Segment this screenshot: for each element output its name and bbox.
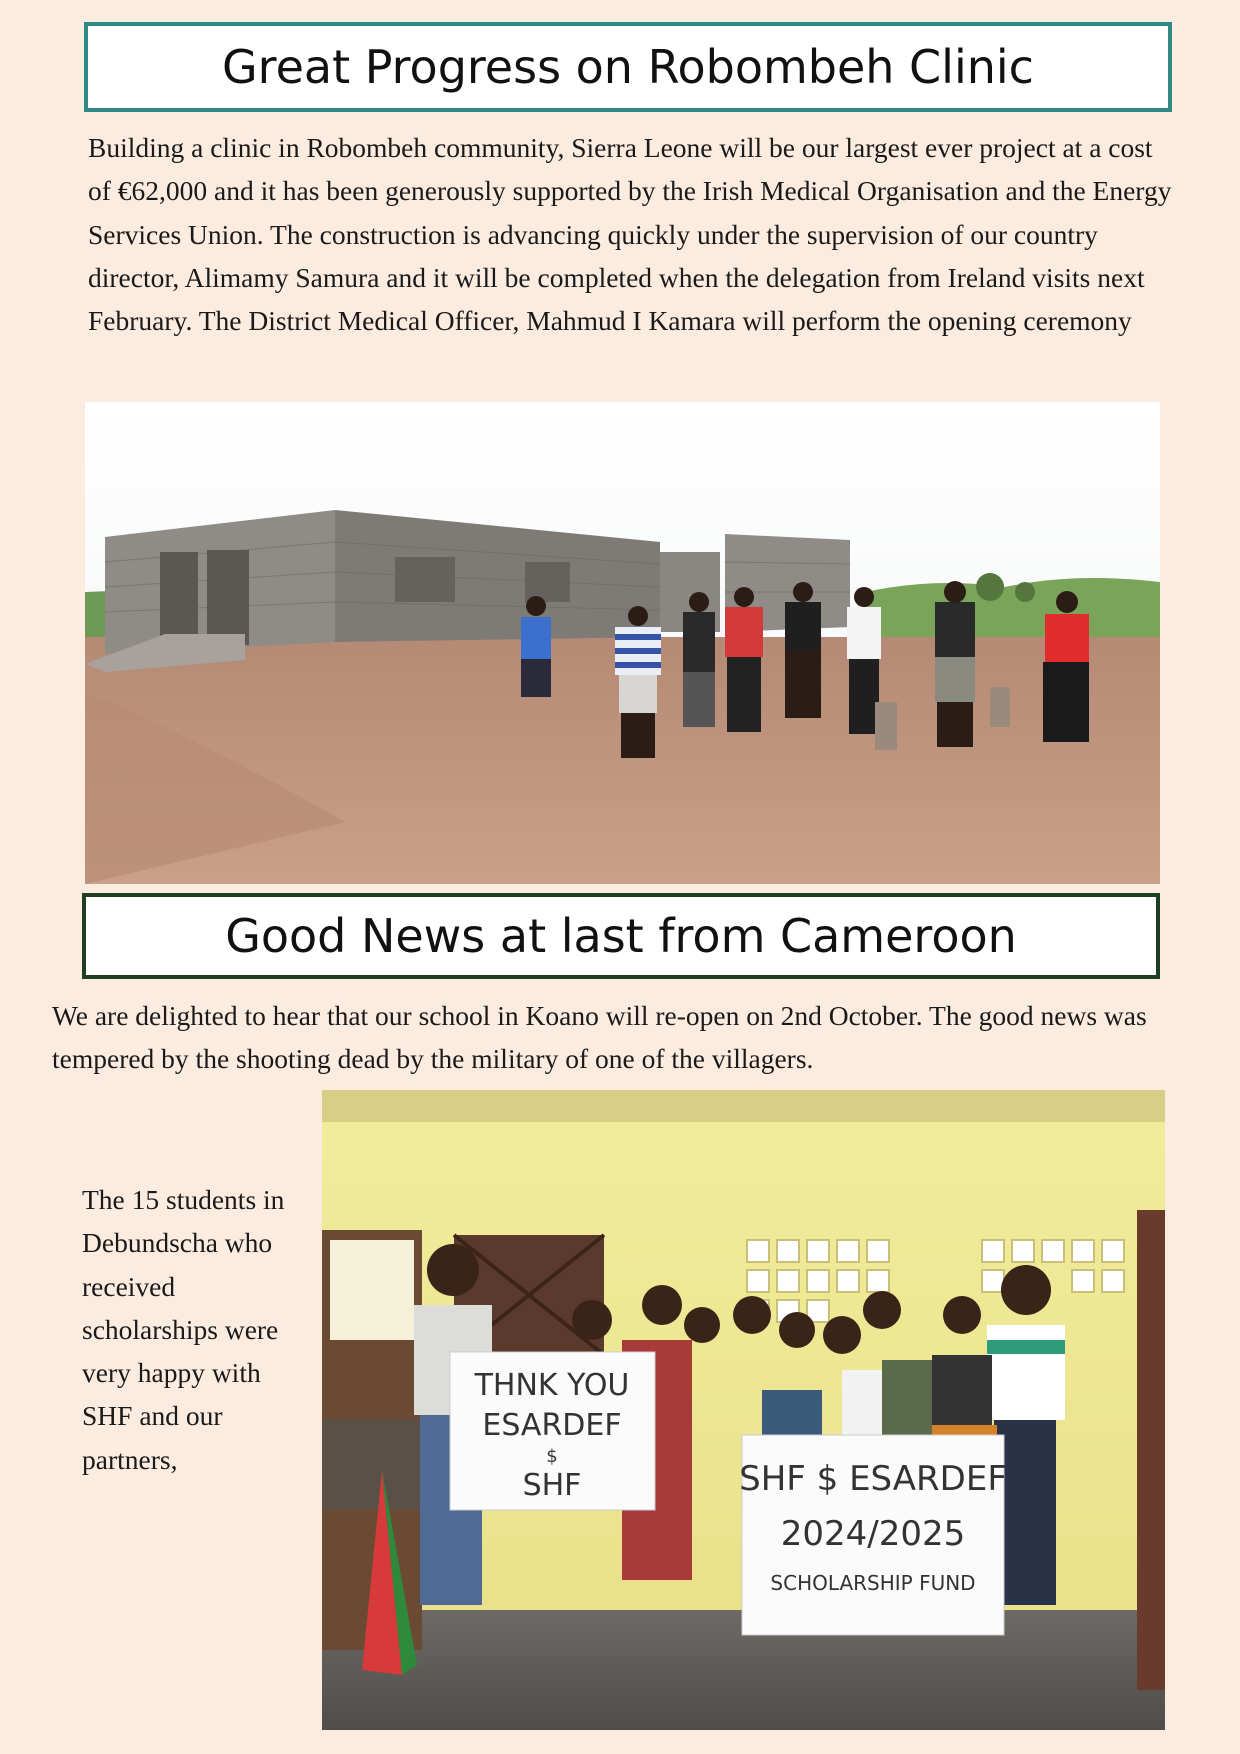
sign-left-line3: $ — [546, 1446, 558, 1467]
photo-clinic-construction — [85, 402, 1160, 884]
heading-cameroon: Good News at last from Cameroon — [225, 909, 1017, 963]
caption-scholarships: The 15 students in Debundscha who received scholarships were very happy with SHF and our partners, — [82, 1184, 285, 1475]
paragraph-cameroon: We are delighted to hear that our school in Koano will re-open on 2nd October. The good news was tempered by the shooting dead by the military of one of the villagers. — [52, 1000, 1147, 1075]
photo-scholarship-students — [322, 1090, 1165, 1730]
sign-left-line4: SHF — [522, 1468, 582, 1503]
heading-clinic: Great Progress on Robombeh Clinic — [222, 40, 1034, 94]
sign-left-line2: ESARDEF — [482, 1408, 622, 1443]
heading-box-clinic — [84, 22, 1172, 112]
sign-right-line2: 2024/2025 — [780, 1514, 966, 1554]
clinic-construction-illustration — [85, 402, 1160, 884]
scholarship-students-illustration — [322, 1090, 1165, 1730]
heading-box-cameroon — [82, 893, 1160, 979]
paragraph-clinic: Building a clinic in Robombeh community, Sierra Leone will be our largest ever project at a cost of €62,000 and it has been generously supported by the Irish Medical Organisation and the Energy Services Union. The construction is advancing quickly under the supervision of our country director, Alimamy Samura and it will be completed when the delegation from Ireland visits next February. The District Medical Officer, Mahmud I Kamara will perform the opening ceremony — [88, 132, 1172, 337]
sign-right-line1: SHF $ ESARDEF — [739, 1459, 1007, 1499]
sign-right-line3: SCHOLARSHIP FUND — [770, 1571, 976, 1595]
sign-left-line1: THNK YOU — [474, 1368, 630, 1403]
